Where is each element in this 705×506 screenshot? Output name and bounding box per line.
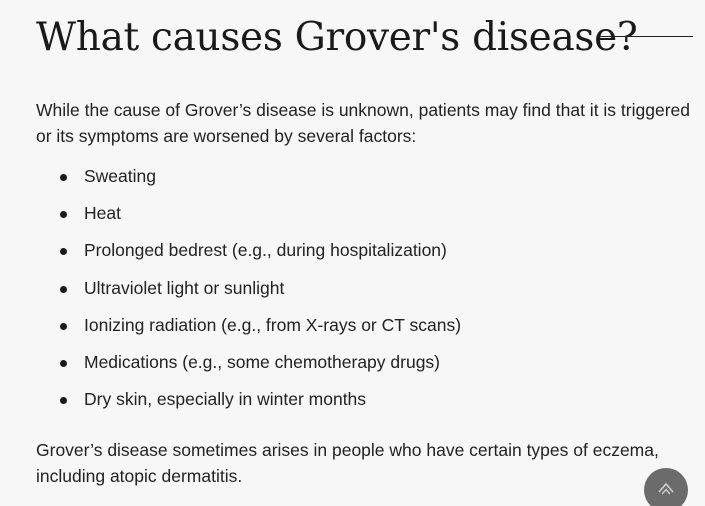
- list-item: [36, 236, 676, 273]
- title-divider: [597, 36, 693, 37]
- bullet-icon: [60, 286, 67, 293]
- bullet-icon: [60, 211, 67, 218]
- list-item-text: Heat: [84, 203, 121, 224]
- bullet-icon: [60, 360, 67, 367]
- list-item-text: Sweating: [84, 166, 156, 186]
- bullet-icon: [60, 323, 67, 330]
- closing-paragraph: Grover’s disease sometimes arises in people who have certain types of eczema, including atopic dermatitis.: [36, 440, 659, 486]
- list-item: [36, 311, 676, 348]
- bullet-icon: [60, 174, 67, 181]
- heading-row: [36, 12, 696, 64]
- list-item: [36, 385, 676, 422]
- page-title: What causes Grover's disease?: [36, 15, 638, 60]
- list-item-text: Ultraviolet light or sunlight: [84, 277, 285, 298]
- list-item: [36, 274, 676, 311]
- list-item-text: Dry skin, especially in winter months: [84, 389, 367, 410]
- bullet-icon: [60, 397, 67, 404]
- factor-list: [36, 162, 676, 422]
- list-item-text: Prolonged bedrest (e.g., during hospitalization): [84, 240, 447, 261]
- scroll-to-top-button[interactable]: [644, 468, 688, 506]
- list-item-text: Medications (e.g., some chemotherapy drugs): [84, 351, 440, 372]
- list-item: [36, 199, 676, 236]
- list-item-text: Ionizing radiation (e.g., from X-rays or CT scans): [84, 314, 462, 335]
- list-item: [36, 348, 676, 385]
- intro-paragraph: While the cause of Grover’s disease is unknown, patients may find that it is triggered or its symptoms are worsened by several factors:: [36, 100, 690, 146]
- list-item: [36, 162, 676, 199]
- bullet-icon: [60, 248, 67, 255]
- chevron-up-icon: [656, 480, 676, 496]
